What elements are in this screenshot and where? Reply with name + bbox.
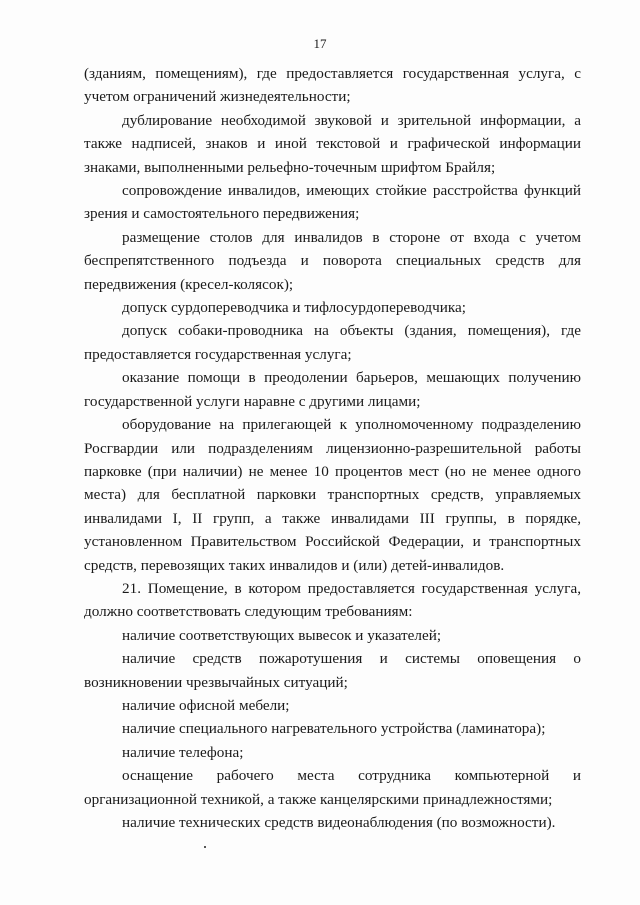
paragraph: дублирование необходимой звуковой и зрительной информации, а также надписей, знаков и иной текстовой и графической информации знаками, выполненными рельефно-точечным шрифтом Брайля; — [84, 111, 581, 176]
paragraph: наличие средств пожаротушения и системы оповещения о возникновении чрезвычайных ситуаций; — [84, 650, 581, 691]
paragraph: (зданиям, помещениям), где предоставляется государственная услуга, с учетом ограничений жизнедеятельности; — [84, 65, 581, 106]
paragraph: наличие телефона; — [122, 743, 244, 761]
paragraph: наличие специального нагревательного устройства (ламинатора); — [122, 720, 546, 738]
document-body — [84, 62, 581, 834]
page-number: 17 — [313, 36, 327, 51]
paragraph: размещение столов для инвалидов в стороне от входа с учетом беспрепятственного подъезда и поворота специальных средств для передвижения (кресел-колясок); — [84, 228, 581, 293]
paragraph: наличие технических средств видеонаблюдения (по возможности). — [122, 814, 556, 831]
paragraph-section-21: 21. Помещение, в котором предоставляется государственная услуга, должно соответствовать следующим требованиям: — [84, 579, 581, 621]
paragraph: допуск собаки-проводника на объекты (здания, помещения), где предоставляется государственная услуга; — [84, 322, 581, 363]
paragraph: оказание помощи в преодолении барьеров, мешающих получению государственной услуги наравне с другими лицами; — [84, 369, 581, 410]
paragraph: наличие соответствующих вывесок и указателей; — [122, 626, 442, 644]
paragraph: сопровождение инвалидов, имеющих стойкие расстройства функций зрения и самостоятельного передвижения; — [84, 182, 581, 223]
paragraph: допуск сурдопереводчика и тифлосурдопереводчика; — [122, 299, 466, 317]
paragraph: оснащение рабочего места сотрудника компьютерной и организационной техникой, а также канцелярскими принадлежностями; — [84, 767, 581, 808]
paragraph: наличие офисной мебели; — [122, 696, 290, 714]
scan-speck — [204, 846, 206, 848]
paragraph: оборудование на прилегающей к уполномоченному подразделению Росгвардии или подразделениям лицензионно-разрешительной работы парковке (при наличии) не менее 10 процентов мест (но не менее одного места) для бесплатной парковки транспортных средств, управляемых инвалидами I, II групп, а также инвалидами III группы, в порядке, установленном Правительством Российской Федерации, и транспортных средств, перевозящих таких инвалидов и (или) детей-инвалидов. — [84, 416, 581, 574]
